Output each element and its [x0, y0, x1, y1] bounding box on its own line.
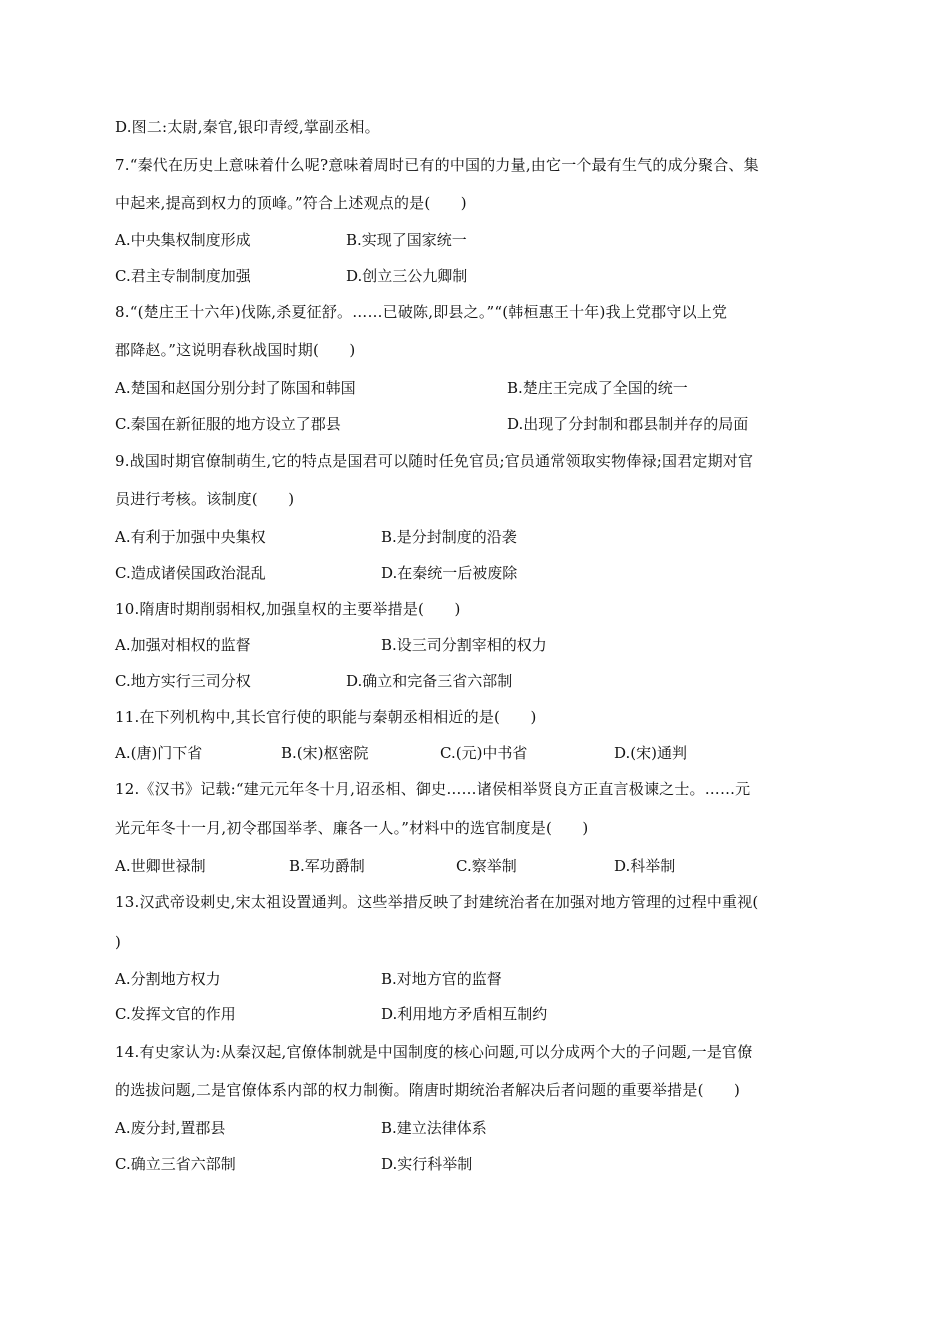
q10-option-d: D.确立和完备三省六部制: [346, 672, 513, 690]
q9-stem-line2: 员进行考核。该制度( ): [115, 490, 295, 508]
q13-option-d: D.利用地方矛盾相互制约: [381, 1005, 548, 1023]
q8-option-d: D.出现了分封制和郡县制并存的局面: [507, 415, 749, 433]
q8-stem-line2: 郡降赵。”这说明春秋战国时期( ): [115, 341, 356, 359]
q7-option-c: C.君主专制制度加强: [115, 267, 251, 285]
q10-option-b: B.设三司分割宰相的权力: [381, 636, 547, 654]
q14-option-c: C.确立三省六部制: [115, 1155, 236, 1173]
q6-option-d: D.图二:太尉,秦官,银印青绶,掌副丞相。: [115, 118, 380, 136]
q12-option-b: B.军功爵制: [289, 857, 365, 875]
q8-option-c: C.秦国在新征服的地方设立了郡县: [115, 415, 341, 433]
q10-option-c: C.地方实行三司分权: [115, 672, 251, 690]
q8-option-a: A.楚国和赵国分别分封了陈国和韩国: [115, 379, 356, 397]
q14-stem-line1: 14.有史家认为:从秦汉起,官僚体制就是中国制度的核心问题,可以分成两个大的子问题,一是官僚: [115, 1043, 753, 1061]
q7-stem-line2: 中起来,提高到权力的顶峰。”符合上述观点的是( ): [115, 194, 467, 212]
q9-option-c: C.造成诸侯国政治混乱: [115, 564, 266, 582]
q11-option-b: B.(宋)枢密院: [281, 744, 369, 762]
q14-option-a: A.废分封,置郡县: [115, 1119, 226, 1137]
q12-option-c: C.察举制: [456, 857, 517, 875]
q13-option-a: A.分割地方权力: [115, 970, 221, 988]
q7-stem-line1: 7.“秦代在历史上意味着什么呢?意味着周时已有的中国的力量,由它一个最有生气的成分聚合、集: [115, 156, 759, 174]
q11-option-a: A.(唐)门下省: [115, 744, 203, 762]
q13-option-c: C.发挥文官的作用: [115, 1005, 236, 1023]
q7-option-b: B.实现了国家统一: [346, 231, 467, 249]
q12-stem-line2: 光元年冬十一月,初令郡国举孝、廉各一人。”材料中的选官制度是( ): [115, 819, 589, 837]
q9-option-a: A.有利于加强中央集权: [115, 528, 266, 546]
q7-option-d: D.创立三公九卿制: [346, 267, 468, 285]
q13-stem-line1: 13.汉武帝设刺史,宋太祖设置通判。这些举措反映了封建统治者在加强对地方管理的过程中重视(: [115, 893, 759, 911]
q11-stem-line1: 11.在下列机构中,其长官行使的职能与秦朝丞相相近的是( ): [115, 708, 537, 726]
q14-option-b: B.建立法律体系: [381, 1119, 487, 1137]
q14-option-d: D.实行科举制: [381, 1155, 473, 1173]
q10-option-a: A.加强对相权的监督: [115, 636, 251, 654]
q13-stem-line2: ): [115, 933, 122, 951]
q12-stem-line1: 12.《汉书》记载:“建元元年冬十月,诏丞相、御史……诸侯相举贤良方正直言极谏之士。……元: [115, 780, 751, 798]
q11-option-c: C.(元)中书省: [440, 744, 528, 762]
q11-option-d: D.(宋)通判: [614, 744, 687, 762]
q13-option-b: B.对地方官的监督: [381, 970, 502, 988]
q9-option-d: D.在秦统一后被废除: [381, 564, 518, 582]
q12-option-d: D.科举制: [614, 857, 676, 875]
q9-option-b: B.是分封制度的沿袭: [381, 528, 517, 546]
q8-stem-line1: 8.“(楚庄王十六年)伐陈,杀夏征舒。……已破陈,即县之。”“(韩桓惠王十年)我上党郡守以上党: [115, 303, 728, 321]
q7-option-a: A.中央集权制度形成: [115, 231, 251, 249]
q8-option-b: B.楚庄王完成了全国的统一: [507, 379, 688, 397]
q9-stem-line1: 9.战国时期官僚制萌生,它的特点是国君可以随时任免官员;官员通常领取实物俸禄;国君定期对官: [115, 452, 754, 470]
q14-stem-line2: 的选拔问题,二是官僚体系内部的权力制衡。隋唐时期统治者解决后者问题的重要举措是( ): [115, 1081, 741, 1099]
q12-option-a: A.世卿世禄制: [115, 857, 206, 875]
q10-stem-line1: 10.隋唐时期削弱相权,加强皇权的主要举措是( ): [115, 600, 461, 618]
